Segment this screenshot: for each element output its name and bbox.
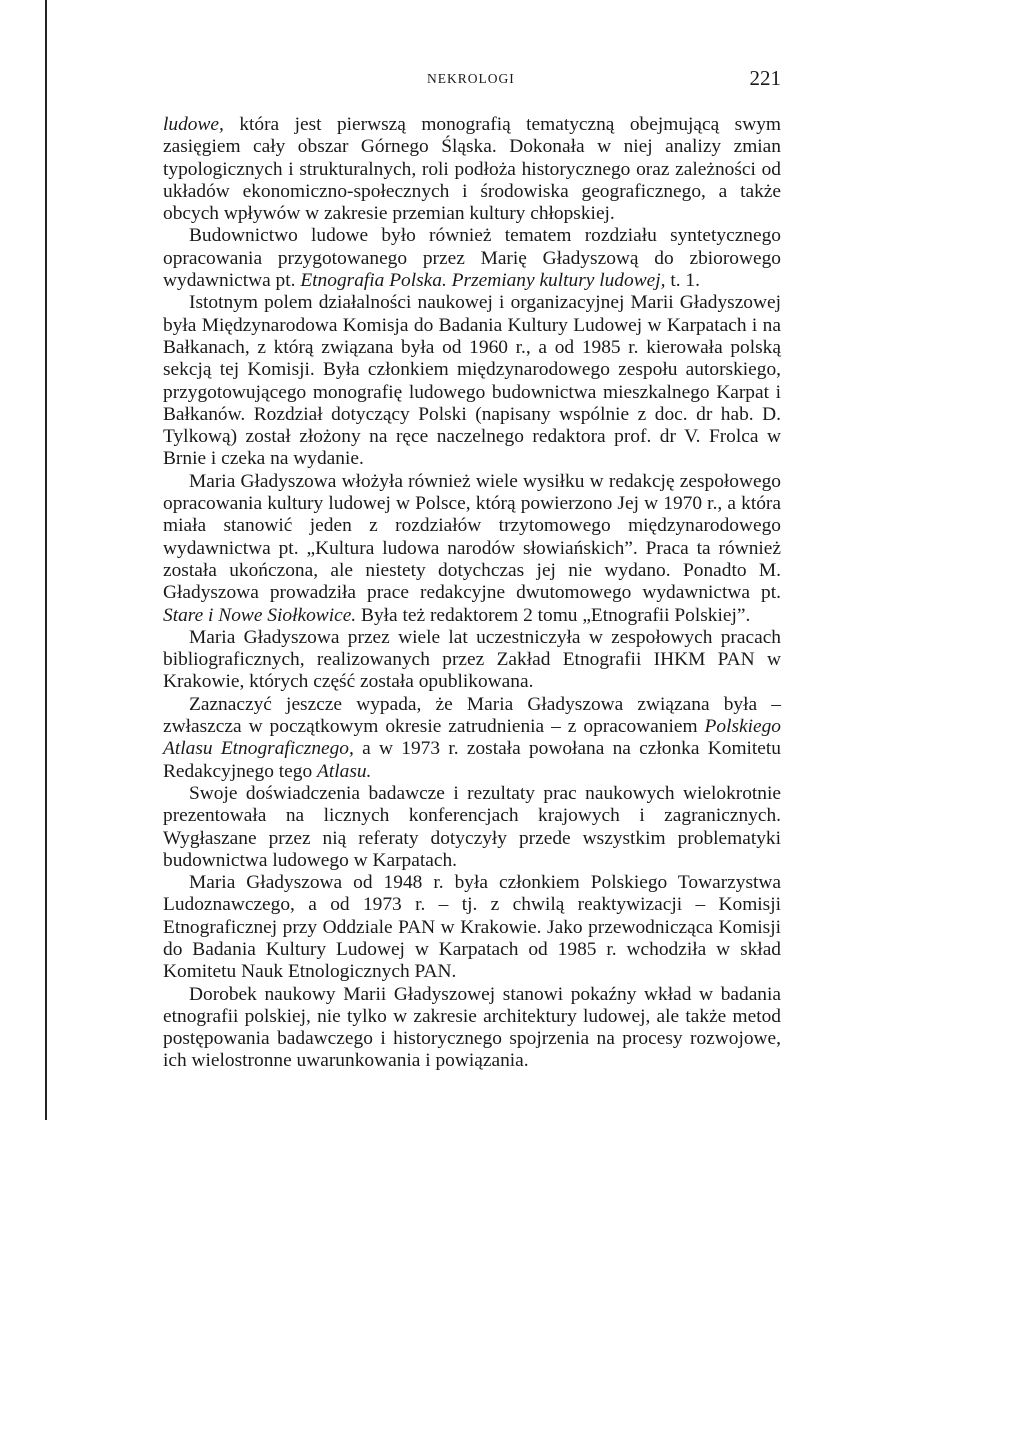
paragraph — [163, 694, 781, 783]
paragraph-text: Dorobek naukowy Marii Gładyszowej stanowi pokaźny wkład w badania etnografii polskiej, nie tylko w zakresie architektury ludowej, ale także metod postępowania badawczego i historycznego spojrzenia na procesy rozwojowe, ich wielostronne uwarunkowania i powiązania. — [163, 983, 781, 1072]
paragraph-text: Była też redaktorem 2 tomu „Etnografii Polskiej”. — [356, 604, 751, 626]
paragraph-text-italic: Atlasu. — [317, 760, 372, 782]
paragraph-text: Maria Gładyszowa przez wiele lat uczestniczyła w zespołowych pracach bibliograficznych, realizowanych przez Zakład Etnografii IHKM PAN w Krakowie, których część została opublikowana. — [163, 626, 781, 693]
paragraph — [163, 114, 781, 225]
running-head — [163, 66, 781, 90]
paragraph-text-italic: Stare i Nowe Siołkowice. — [163, 604, 357, 626]
paragraph-text: Istotnym polem działalności naukowej i organizacyjnej Marii Gładyszowej była Międzynarodowa Komisja do Badania Kultury Ludowej w Karpatach i na Bałkanach, z którą związana była od 1960 r., a od 1985 r. kierowała polską sekcją tej Komisji. Była członkiem międzynarodowego zespołu autorskiego, przygotowującego monografię ludowego budownictwa mieszkalnego Karpat i Bałkanów. Rozdział dotyczący Polski (napisany wspólnie z doc. dr hab. D. Tylkową) został złożony na ręce naczelnego redaktora prof. dr V. Frolca w Brnie i czeka na wydanie. — [163, 292, 781, 470]
paragraph — [163, 471, 781, 627]
paragraph-text: która jest pierwszą monografią tematyczną obejmującą swym zasięgiem cały obszar Górnego Śląska. Dokonała w niej analizy zmian typologicznych i strukturalnych, roli podłoża historycznego oraz zależności od układów ekonomiczno-społecznych i środowiska geograficznego, a także obcych wpływów w zakresie przemian kultury chłopskiej. — [163, 114, 781, 225]
page-number: 221 — [749, 66, 781, 90]
paragraph-text-italic: ludowe, — [163, 114, 224, 135]
paragraph — [163, 872, 781, 983]
paragraph — [163, 984, 781, 1073]
paragraph-text: t. 1. — [665, 270, 700, 292]
paragraph-text: Zaznaczyć jeszcze wypada, że Maria Gładyszowa związana była – zwłaszcza w początkowym okresie zatrudnienia – z opracowaniem — [163, 693, 781, 738]
section-title: NEKROLOGI — [427, 71, 515, 86]
page-edge-line — [45, 0, 47, 1120]
paragraph-text: Maria Gładyszowa od 1948 r. była członkiem Polskiego Towarzystwa Ludoznawczego, a od 1973 r. – tj. z chwilą reaktywizacji – Komisji Etnograficznej przy Oddziale PAN w Krakowie. Jako przewodnicząca Komisji do Badania Kultury Ludowej w Karpatach od 1985 r. wchodziła w skład Komitetu Nauk Etnologicznych PAN. — [163, 872, 781, 983]
paragraph-text-italic: Etnografia Polska. Przemiany kultury ludowej, — [300, 270, 666, 292]
paragraph — [163, 783, 781, 872]
paragraph-text: a w 1973 r. została powołana na członka Komitetu Redakcyjnego tego — [163, 738, 781, 782]
paragraph — [163, 292, 781, 470]
paragraph — [163, 627, 781, 694]
paragraph-text: Swoje doświadczenia badawcze i rezultaty prac naukowych wielokrotnie prezentowała na licznych konferencjach krajowych i zagranicznych. Wygłaszane przez nią referaty dotyczyły przede wszystkim problematyki budownictwa ludowego w Karpatach. — [163, 782, 781, 871]
article-body — [163, 114, 781, 1073]
paragraph — [163, 225, 781, 292]
paragraph-text-italic: Polskiego Atlasu Etnograficznego, — [163, 716, 781, 760]
paragraph-text: Budownictwo ludowe było również tematem rozdziału syntetycznego opracowania przygotowanego przez Marię Gładyszową do zbiorowego wydawnictwa pt. — [163, 225, 781, 292]
paragraph-text: Maria Gładyszowa włożyła również wiele wysiłku w redakcję zespołowego opracowania kultury ludowej w Polsce, którą powierzono Jej w 1970 r., a która miała stanowić jeden z rozdziałów trzytomowego międzynarodowego wydawnictwa pt. „Kultura ludowa narodów słowiańskich”. Praca ta również została ukończona, ale niestety dotychczas jej nie wydano. Ponadto M. Gładyszowa prowadziła prace redakcyjne dwutomowego wydawnictwa pt. — [163, 470, 781, 604]
